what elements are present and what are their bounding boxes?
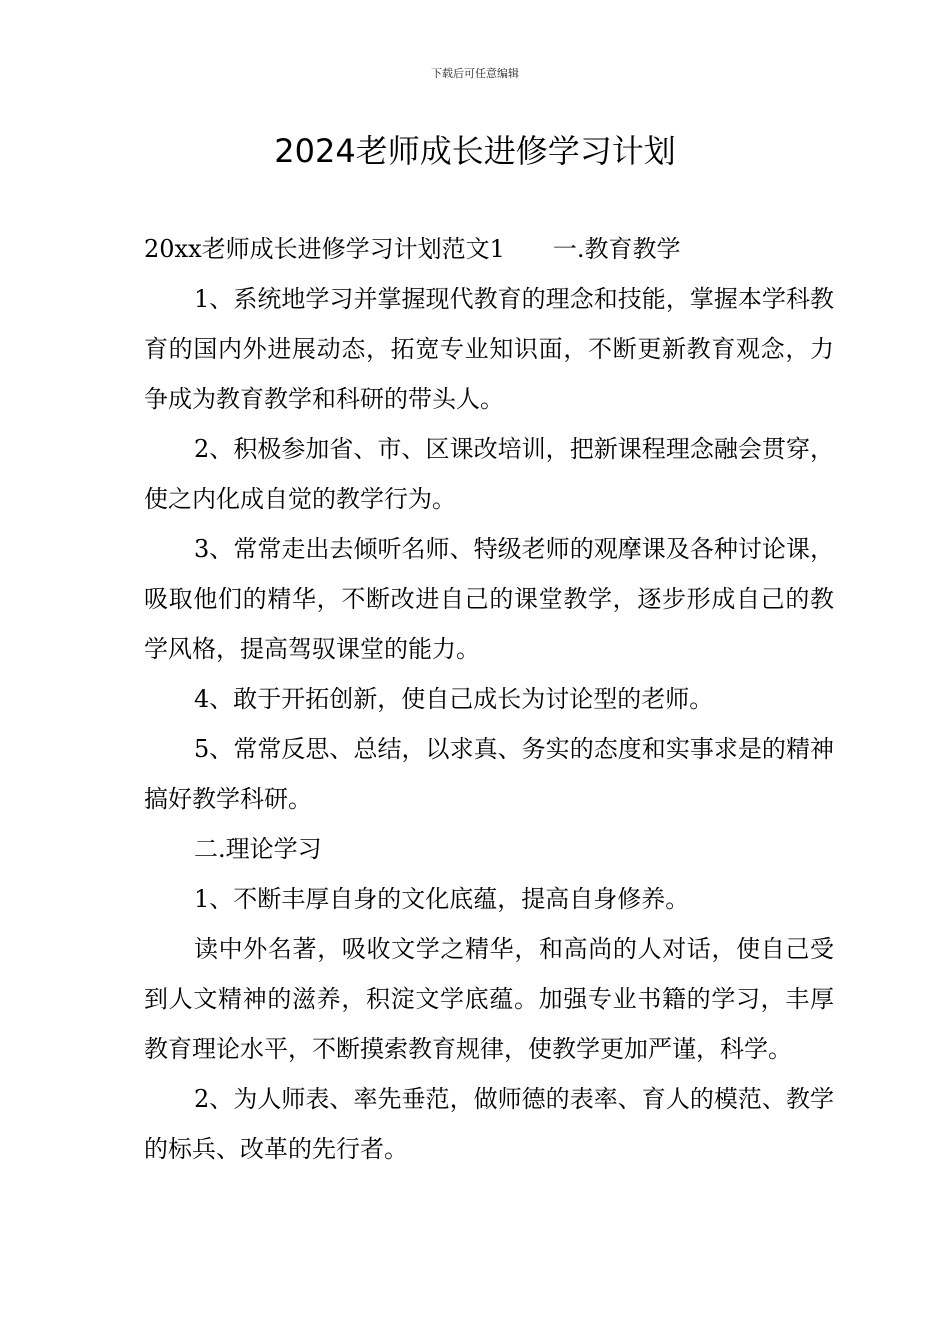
paragraph-6: 1、不断丰厚自身的文化底蕴，提高自身修养。: [194, 885, 690, 913]
paragraph-3: 3、常常走出去倾听名师、特级老师的观摩课及各种讨论课，吸取他们的精华，不断改进自己的课堂教学，逐步形成自己的教学风格，提高驾驭课堂的能力。: [144, 535, 834, 663]
paragraph-4: 4、敢于开拓创新，使自己成长为讨论型的老师。: [194, 685, 714, 713]
document-subtitle: 20xx老师成长进修学习计划范文1: [144, 235, 505, 263]
header-note: 下载后可任意编辑: [431, 67, 519, 80]
paragraph-7: 读中外名著，吸收文学之精华，和高尚的人对话，使自己受到人文精神的滋养，积淀文学底蕴。加强专业书籍的学习，丰厚教育理论水平，不断摸索教育规律，使教学更加严谨，科学。: [144, 935, 834, 1063]
paragraph-2: 2、积极参加省、市、区课改培训，把新课程理念融会贯穿，使之内化成自觉的教学行为。: [144, 435, 834, 513]
document-title: 2024老师成长进修学习计划: [274, 132, 676, 170]
intro-line: [144, 224, 834, 274]
document-body: [144, 224, 834, 1174]
paragraph-5: 5、常常反思、总结，以求真、务实的态度和实事求是的精神搞好教学科研。: [144, 735, 834, 813]
paragraph-8: 2、为人师表、率先垂范，做师德的表率、育人的模范、教学的标兵、改革的先行者。: [144, 1085, 834, 1163]
section-heading-2: 二.理论学习: [194, 835, 322, 863]
paragraph-1: 1、系统地学习并掌握现代教育的理念和技能，掌握本学科教育的国内外进展动态，拓宽专业知识面，不断更新教育观念，力争成为教育教学和科研的带头人。: [144, 285, 834, 413]
section-heading-1: 一.教育教学: [552, 235, 681, 263]
